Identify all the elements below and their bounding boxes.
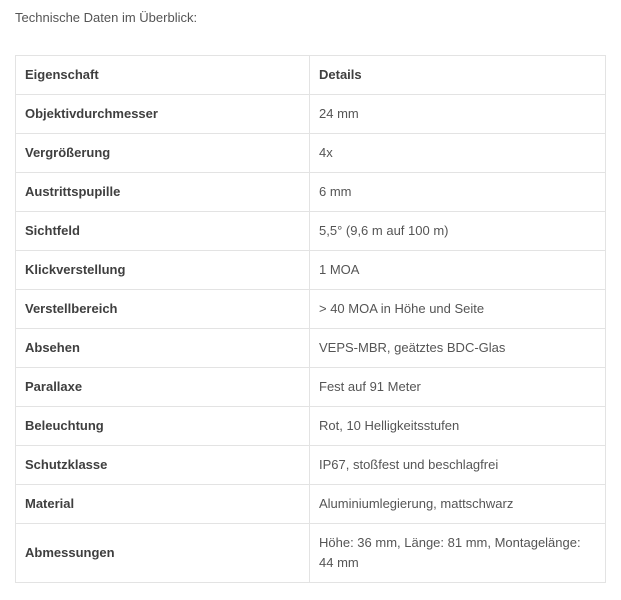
- property-cell: Parallaxe: [16, 368, 310, 407]
- details-cell: Fest auf 91 Meter: [310, 368, 606, 407]
- property-cell: Verstellbereich: [16, 290, 310, 329]
- property-cell: Vergrößerung: [16, 134, 310, 173]
- property-cell: Austrittspupille: [16, 173, 310, 212]
- property-cell: Material: [16, 485, 310, 524]
- table-row: [16, 446, 606, 485]
- specs-table: [15, 55, 606, 583]
- details-cell: IP67, stoßfest und beschlagfrei: [310, 446, 606, 485]
- table-row: [16, 251, 606, 290]
- property-cell: Objektivdurchmesser: [16, 95, 310, 134]
- details-cell: 4x: [310, 134, 606, 173]
- property-cell: Sichtfeld: [16, 212, 310, 251]
- property-cell: Absehen: [16, 329, 310, 368]
- details-cell: > 40 MOA in Höhe und Seite: [310, 290, 606, 329]
- table-row: [16, 485, 606, 524]
- table-row: [16, 212, 606, 251]
- table-row: [16, 329, 606, 368]
- table-row: [16, 524, 606, 583]
- section-heading: Technische Daten im Überblick:: [15, 10, 198, 25]
- table-row: [16, 95, 606, 134]
- header-details: Details: [310, 56, 606, 95]
- details-cell: Höhe: 36 mm, Länge: 81 mm, Montagelänge: 44 mm: [310, 524, 606, 583]
- header-property: Eigenschaft: [16, 56, 310, 95]
- table-row: [16, 368, 606, 407]
- details-cell: 6 mm: [310, 173, 606, 212]
- table-row: [16, 290, 606, 329]
- table-header-row: [16, 56, 606, 95]
- details-cell: 1 MOA: [310, 251, 606, 290]
- property-cell: Klickverstellung: [16, 251, 310, 290]
- table-row: [16, 407, 606, 446]
- details-cell: 5,5° (9,6 m auf 100 m): [310, 212, 606, 251]
- details-cell: 24 mm: [310, 95, 606, 134]
- details-cell: VEPS-MBR, geätztes BDC-Glas: [310, 329, 606, 368]
- details-cell: Rot, 10 Helligkeitsstufen: [310, 407, 606, 446]
- property-cell: Beleuchtung: [16, 407, 310, 446]
- details-cell: Aluminiumlegierung, mattschwarz: [310, 485, 606, 524]
- table-row: [16, 173, 606, 212]
- property-cell: Schutzklasse: [16, 446, 310, 485]
- table-row: [16, 134, 606, 173]
- property-cell: Abmessungen: [16, 524, 310, 583]
